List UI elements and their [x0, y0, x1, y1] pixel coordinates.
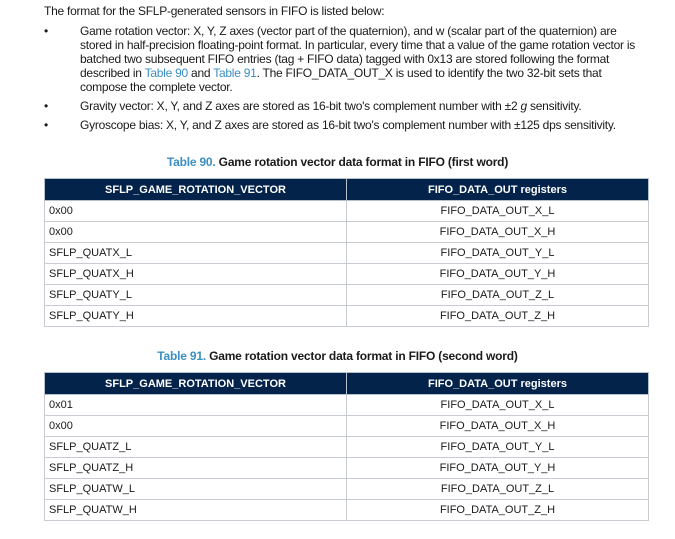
- text: Gyroscope bias: X, Y, and Z axes are stored as 16-bit two's complement number with ±125 dps sensitivity.: [80, 118, 616, 132]
- table-cell: 0x00: [45, 416, 347, 437]
- table-cell: SFLP_QUATY_H: [45, 306, 347, 327]
- bullet: •: [44, 24, 48, 38]
- table-cell: FIFO_DATA_OUT_X_H: [347, 416, 649, 437]
- table-caption: [0, 155, 675, 169]
- table-cell: FIFO_DATA_OUT_Y_H: [347, 264, 649, 285]
- table-cell: SFLP_QUATY_L: [45, 285, 347, 306]
- table-cell: 0x00: [45, 222, 347, 243]
- table-cell: FIFO_DATA_OUT_Z_L: [347, 285, 649, 306]
- table-91: [44, 372, 649, 521]
- table-caption: [0, 349, 675, 363]
- list-item: [44, 118, 644, 132]
- table-cell: FIFO_DATA_OUT_Z_H: [347, 306, 649, 327]
- table-title: Game rotation vector data format in FIFO (second word): [205, 349, 518, 363]
- table-row: [45, 264, 649, 285]
- table-row: [45, 437, 649, 458]
- table-cell: SFLP_QUATZ_H: [45, 458, 347, 479]
- table-cell: 0x01: [45, 395, 347, 416]
- bullet: •: [44, 99, 48, 113]
- link-table-90[interactable]: Table 90: [144, 66, 188, 80]
- table-cell: SFLP_QUATW_L: [45, 479, 347, 500]
- link-table-91[interactable]: Table 91: [213, 66, 257, 80]
- table-cell: FIFO_DATA_OUT_Y_H: [347, 458, 649, 479]
- text: Game rotation vector: X, Y, Z axes (vector part of the quaternion), and w (scalar part of the quaternion) are stored in half-precision floating-point format. In particular, every time that a value of the game rotation vector is batched two subsequent FIFO entries (tag + FIFO data) tagged with 0x13 are stored following the format described in: [80, 24, 636, 80]
- table-cell: FIFO_DATA_OUT_Y_L: [347, 437, 649, 458]
- sensor-format-list: [44, 24, 644, 137]
- table-90: [44, 178, 649, 327]
- column-header: FIFO_DATA_OUT registers: [347, 373, 649, 395]
- column-header: FIFO_DATA_OUT registers: [347, 179, 649, 201]
- table-cell: FIFO_DATA_OUT_X_H: [347, 222, 649, 243]
- intro-paragraph: The format for the SFLP-generated sensors in FIFO is listed below:: [44, 4, 385, 18]
- table-row: [45, 458, 649, 479]
- header-row: [45, 373, 649, 395]
- bullet: •: [44, 118, 48, 132]
- table-cell: FIFO_DATA_OUT_X_L: [347, 395, 649, 416]
- table-cell: SFLP_QUATX_H: [45, 264, 347, 285]
- table-cell: SFLP_QUATX_L: [45, 243, 347, 264]
- text: g: [520, 99, 527, 113]
- table-row: [45, 500, 649, 521]
- table-row: [45, 395, 649, 416]
- column-header: SFLP_GAME_ROTATION_VECTOR: [45, 373, 347, 395]
- table-title: Game rotation vector data format in FIFO (first word): [215, 155, 509, 169]
- table-cell: FIFO_DATA_OUT_Y_L: [347, 243, 649, 264]
- table-row: [45, 306, 649, 327]
- list-item: [44, 99, 644, 113]
- table-row: [45, 416, 649, 437]
- table-cell: SFLP_QUATZ_L: [45, 437, 347, 458]
- header-row: [45, 179, 649, 201]
- table-row: [45, 479, 649, 500]
- table-row: [45, 285, 649, 306]
- text: and: [187, 66, 214, 80]
- list-item: [44, 24, 644, 94]
- table-row: [45, 201, 649, 222]
- table-number: Table 90.: [166, 155, 216, 169]
- text: sensitivity.: [526, 99, 582, 113]
- text: Gravity vector: X, Y, and Z axes are stored as 16-bit two's complement number with ±2: [80, 99, 521, 113]
- table-cell: FIFO_DATA_OUT_X_L: [347, 201, 649, 222]
- table-row: [45, 222, 649, 243]
- table-cell: FIFO_DATA_OUT_Z_H: [347, 500, 649, 521]
- text: . The FIFO_DATA_OUT_X is used to identify the two 32-bit sets that compose the complete vector.: [80, 66, 602, 94]
- table-number: Table 91.: [157, 349, 206, 363]
- column-header: SFLP_GAME_ROTATION_VECTOR: [45, 179, 347, 201]
- table-cell: 0x00: [45, 201, 347, 222]
- table-cell: FIFO_DATA_OUT_Z_L: [347, 479, 649, 500]
- table-row: [45, 243, 649, 264]
- table-cell: SFLP_QUATW_H: [45, 500, 347, 521]
